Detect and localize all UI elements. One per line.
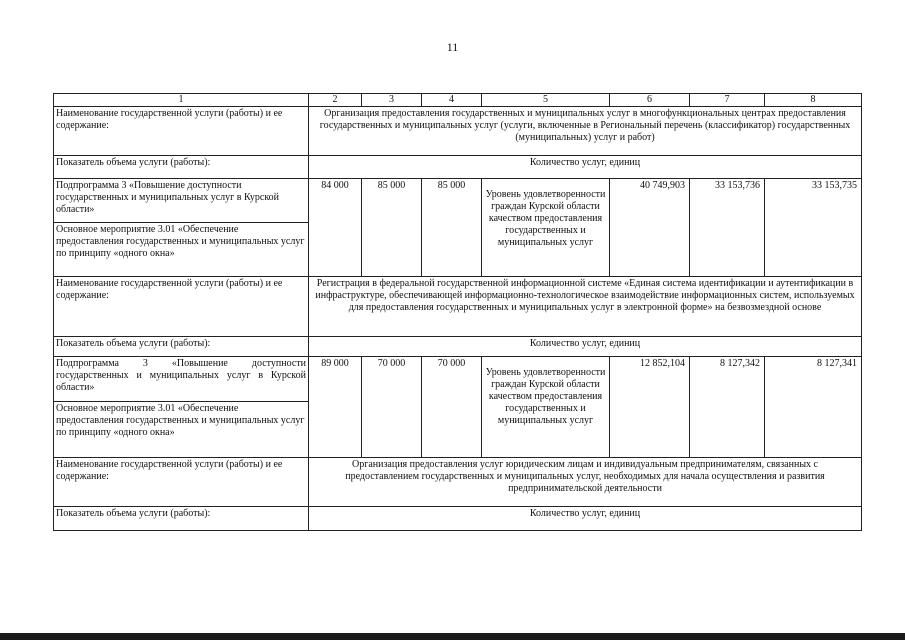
- header-col-5: 5: [482, 94, 610, 107]
- header-col-6: 6: [610, 94, 690, 107]
- value-col-3: 70 000: [362, 357, 422, 458]
- value-col-6: 40 749,903: [610, 179, 690, 277]
- table-row: [54, 156, 862, 179]
- header-col-3: 3: [362, 94, 422, 107]
- volume-indicator-value: Количество услуг, единиц: [309, 337, 862, 357]
- header-col-2: 2: [309, 94, 362, 107]
- table-row: [54, 107, 862, 156]
- value-col-3: 85 000: [362, 179, 422, 277]
- value-col-8: 33 153,735: [765, 179, 862, 277]
- value-col-6: 12 852,104: [610, 357, 690, 458]
- header-col-8: 8: [765, 94, 862, 107]
- volume-indicator-value: Количество услуг, единиц: [309, 156, 862, 179]
- value-col-4: 70 000: [422, 357, 482, 458]
- table-row: [54, 507, 862, 531]
- page-number: 11: [446, 40, 459, 54]
- service-name-label: Наименование государственной услуги (работы) и ее содержание:: [54, 107, 309, 156]
- indicator-description: Уровень удовлетворенности граждан Курской области качеством предоставления государственных и муниципальных услуг: [482, 179, 610, 277]
- service-name-label: Наименование государственной услуги (работы) и ее содержание:: [54, 277, 309, 337]
- table-row: [54, 357, 862, 402]
- value-col-2: 89 000: [309, 357, 362, 458]
- header-col-7: 7: [690, 94, 765, 107]
- table-row: [54, 458, 862, 507]
- service-name-value: Регистрация в федеральной государственной информационной системе «Единая система идентификации и аутентификации в инфраструктуре, обеспечивающей информационно-технологическое взаимодействие информационных систем, используемых для предоставления государственных и муниципальных услуг в электронной форме» на безвозмездной основе: [309, 277, 862, 337]
- subprogram-name: Подпрограмма 3 «Повышение доступности государственных и муниципальных услуг в Курской области»: [54, 357, 309, 402]
- volume-indicator-value: Количество услуг, единиц: [309, 507, 862, 531]
- table-row: [54, 179, 862, 223]
- value-col-8: 8 127,341: [765, 357, 862, 458]
- header-col-4: 4: [422, 94, 482, 107]
- value-col-7: 8 127,342: [690, 357, 765, 458]
- service-name-label: Наименование государственной услуги (работы) и ее содержание:: [54, 458, 309, 507]
- main-measure: Основное мероприятие 3.01 «Обеспечение предоставления государственных и муниципальных услуг по принципу «одного окна»: [54, 223, 309, 277]
- value-col-7: 33 153,736: [690, 179, 765, 277]
- value-col-2: 84 000: [309, 179, 362, 277]
- indicator-description: Уровень удовлетворенности граждан Курской области качеством предоставления государственных и муниципальных услуг: [482, 357, 610, 458]
- header-col-1: 1: [54, 94, 309, 107]
- service-name-value: Организация предоставления государственных и муниципальных услуг в многофункциональных центрах предоставления государственных и муниципальных услуг (услуги, включенные в Региональный перечень (классификатор) государственных (муниципальных) услуг и работ): [309, 107, 862, 156]
- volume-indicator-label: Показатель объема услуги (работы):: [54, 156, 309, 179]
- main-measure: Основное мероприятие 3.01 «Обеспечение предоставления государственных и муниципальных услуг по принципу «одного окна»: [54, 402, 309, 458]
- services-table: [53, 93, 862, 531]
- header-row: [54, 94, 862, 107]
- table-row: [54, 337, 862, 357]
- scan-bottom-edge: [0, 633, 905, 640]
- volume-indicator-label: Показатель объема услуги (работы):: [54, 337, 309, 357]
- volume-indicator-label: Показатель объема услуги (работы):: [54, 507, 309, 531]
- subprogram-name: Подпрограмма 3 «Повышение доступности государственных и муниципальных услуг в Курской области»: [54, 179, 309, 223]
- table-row: [54, 277, 862, 337]
- value-col-4: 85 000: [422, 179, 482, 277]
- service-name-value: Организация предоставления услуг юридическим лицам и индивидуальным предпринимателям, связанных с предоставлением государственных и муниципальных услуг, необходимых для начала осуществления и развития предпринимательской деятельности: [309, 458, 862, 507]
